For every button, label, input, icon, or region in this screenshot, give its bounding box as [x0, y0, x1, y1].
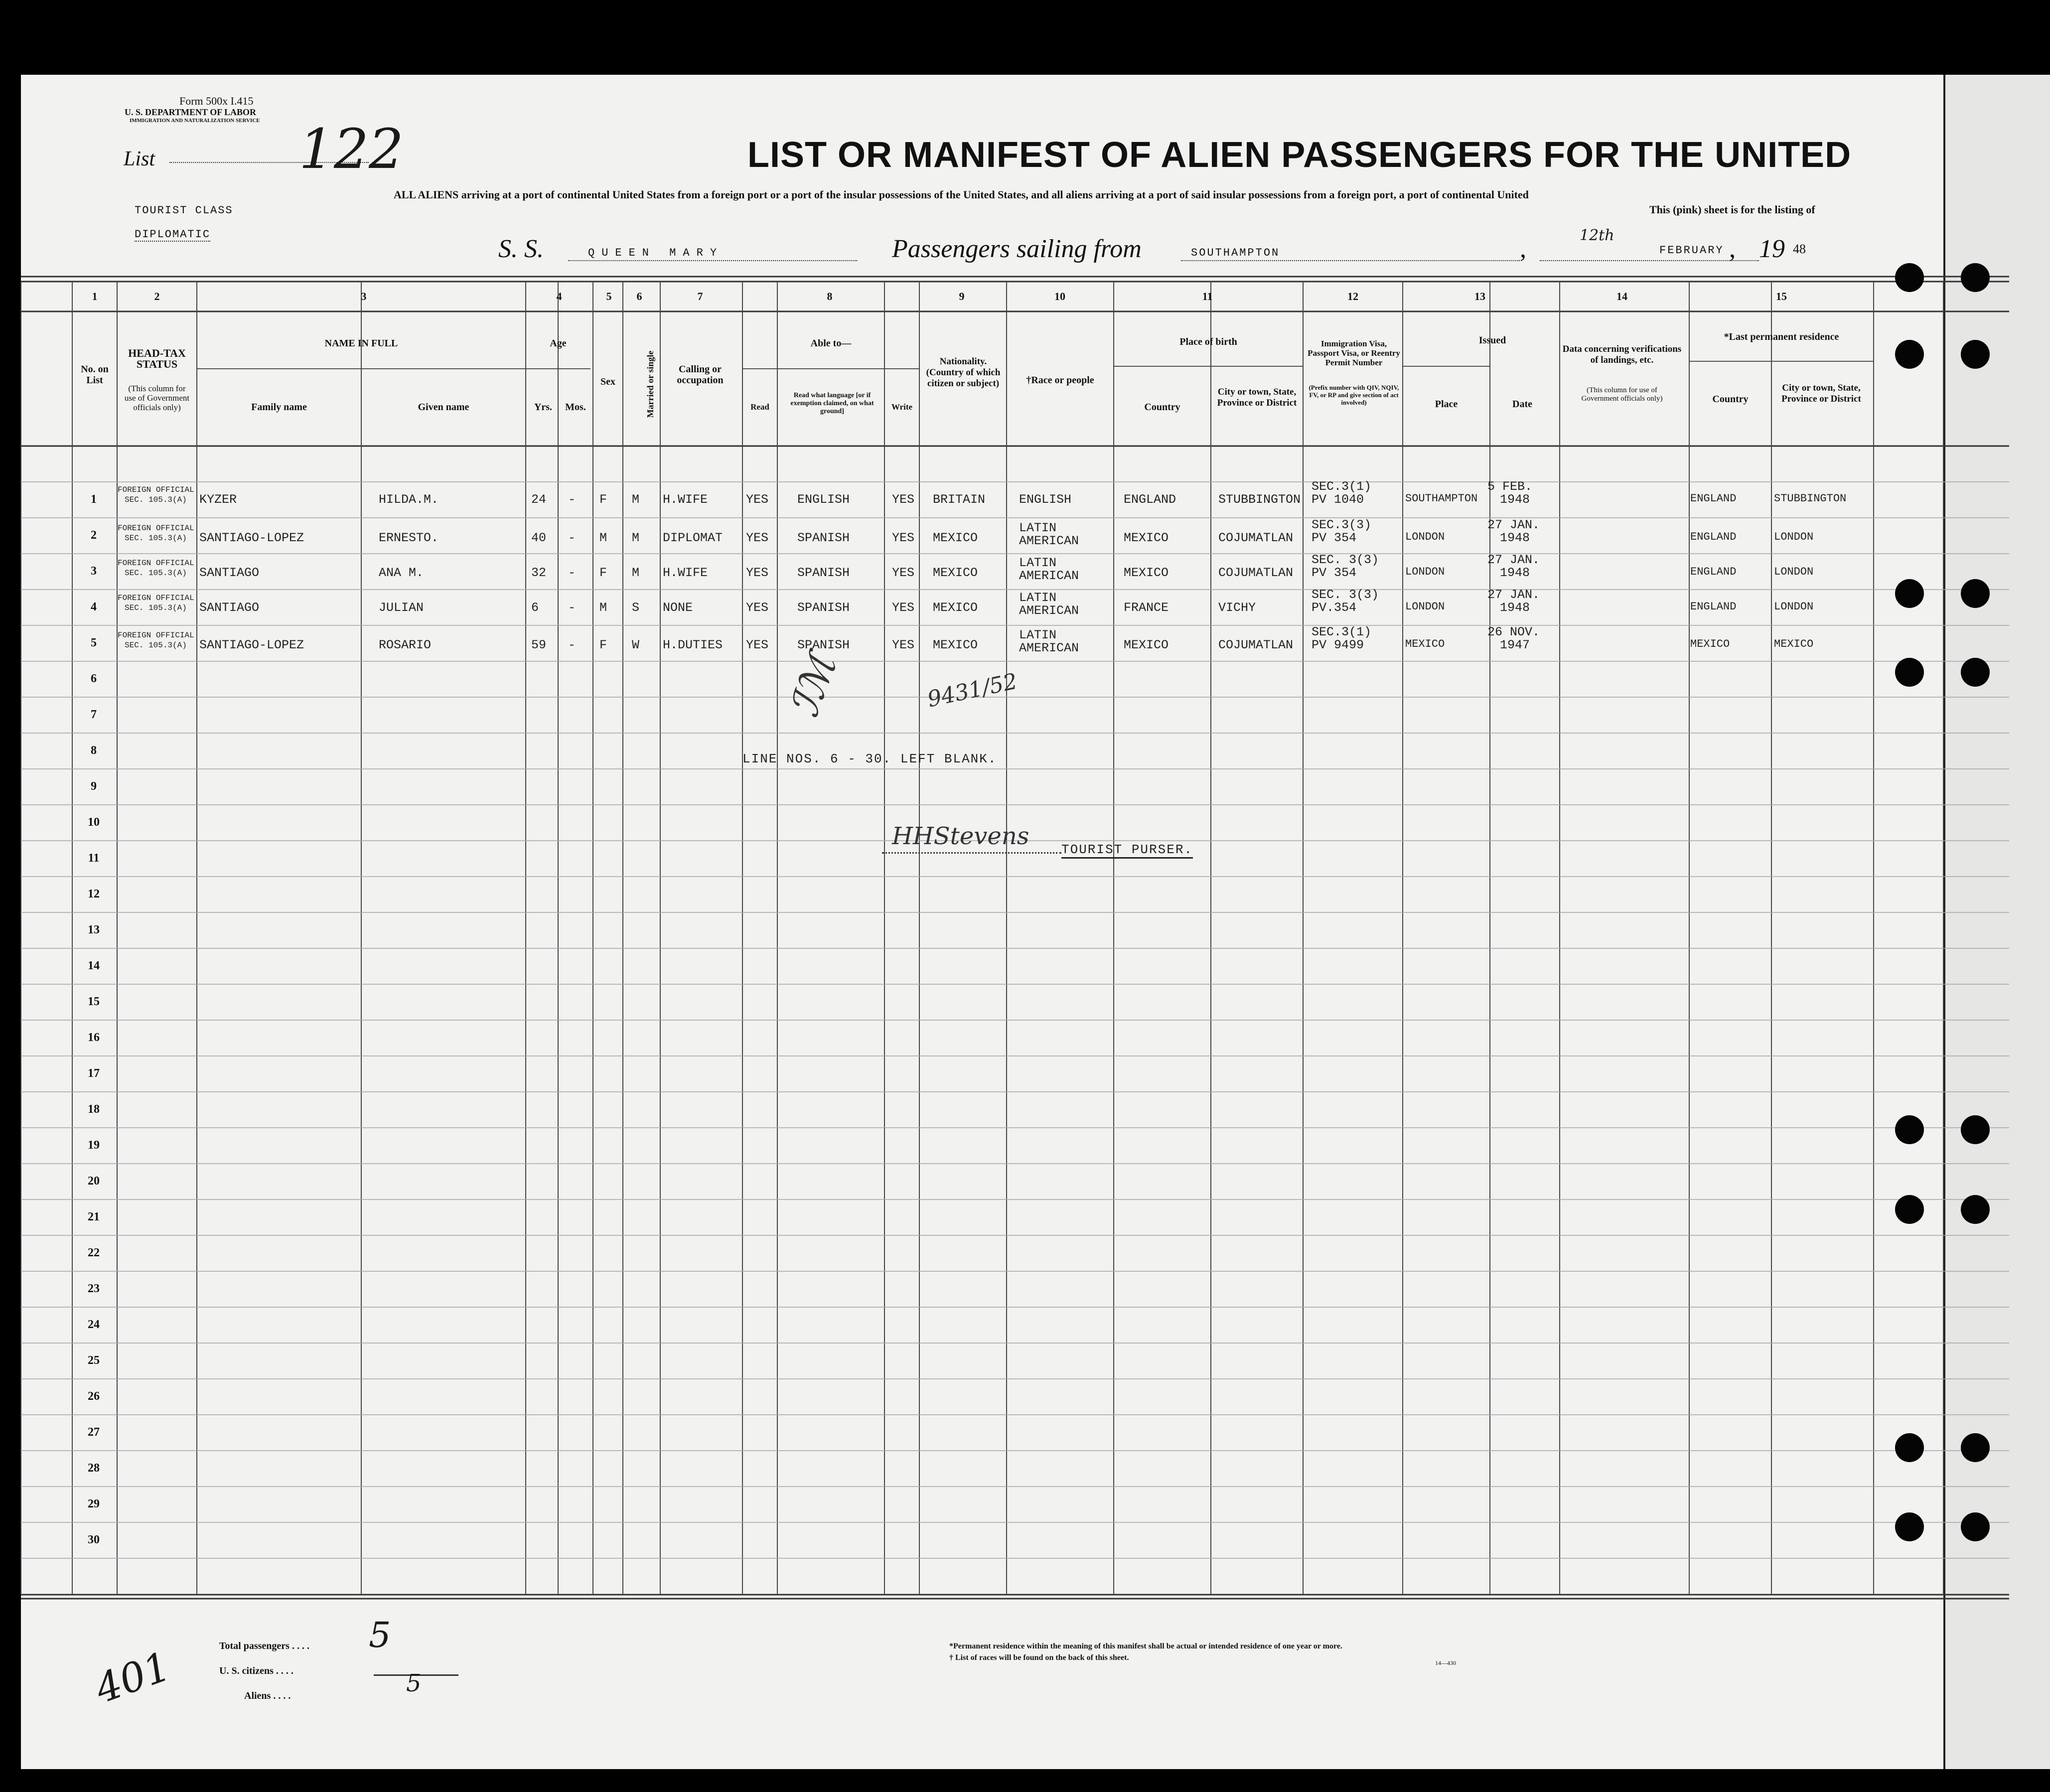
hdr-read: Read	[750, 402, 769, 412]
occupation: H.WIFE	[663, 492, 708, 507]
birth-city: COJUMATLAN	[1218, 531, 1294, 545]
punch-hole	[1961, 579, 1990, 608]
sailing-label: Passengers sailing from	[892, 235, 1142, 263]
margin-note: 401	[89, 1643, 177, 1713]
hdr-birth-city: City or town, State, Province or District	[1217, 387, 1297, 408]
form-code: 14—430	[1435, 1659, 1456, 1666]
residence-city: LONDON	[1774, 566, 1814, 578]
birth-country: MEXICO	[1124, 638, 1169, 652]
list-number: 122	[299, 117, 404, 181]
hdr-nationality: Nationality. (Country of which citizen or subject)	[926, 356, 1001, 389]
hdr-res-country: Country	[1712, 394, 1749, 405]
given-name: ANA M.	[379, 566, 424, 580]
row-number: 26	[88, 1390, 100, 1403]
head-tax-line2: SEC. 105.3(A)	[125, 534, 187, 543]
sailing-port: SOUTHAMPTON	[1191, 247, 1280, 259]
row-number: 1	[91, 493, 97, 506]
hdr-race: †Race or people	[1026, 375, 1094, 386]
page-title: LIST OR MANIFEST OF ALIEN PASSENGERS FOR THE UNITED	[747, 135, 1852, 175]
age-months: -	[568, 492, 576, 507]
column-number: 8	[827, 290, 833, 302]
hdr-birth-country: Country	[1144, 402, 1180, 413]
birth-city: COJUMATLAN	[1218, 566, 1294, 580]
birth-city: COJUMATLAN	[1218, 638, 1294, 652]
issued-date-line2: 1947	[1500, 638, 1530, 652]
hdr-write: Write	[891, 402, 913, 412]
head-tax-line2: SEC. 105.3(A)	[125, 603, 187, 612]
sheet-note: This (pink) sheet is for the listing of	[1649, 203, 1815, 216]
marital-status: M	[632, 492, 640, 507]
can-read: YES	[746, 638, 769, 652]
head-tax-line1: FOREIGN OFFICIAL	[118, 485, 194, 494]
sex: F	[599, 638, 607, 652]
punch-hole	[1895, 579, 1924, 608]
occupation: H.DUTIES	[663, 638, 723, 652]
head-tax-line2: SEC. 105.3(A)	[125, 569, 187, 578]
issued-place: LONDON	[1405, 600, 1445, 613]
family-name: SANTIAGO-LOPEZ	[199, 531, 304, 545]
family-name: KYZER	[199, 492, 237, 507]
ship-prefix: S. S.	[498, 235, 544, 263]
visa-line1: SEC.3(1)	[1312, 479, 1372, 494]
hdr-issued-place: Place	[1435, 399, 1458, 410]
nationality: BRITAIN	[933, 492, 986, 507]
race-line2: AMERICAN	[1019, 603, 1079, 618]
birth-country: MEXICO	[1124, 566, 1169, 580]
punch-hole	[1895, 263, 1924, 292]
marital-status: W	[632, 638, 640, 652]
punch-hole	[1961, 1195, 1990, 1224]
punch-hole	[1895, 1433, 1924, 1462]
subtitle: ALL ALIENS arriving at a port of continental United States from a foreign port or a port of the insular possessions of the United States, and all aliens arriving at a port of said insular possessions from a foreign port, a port of continental United	[394, 188, 1529, 201]
punch-hole	[1895, 1512, 1924, 1541]
hdr-visa: Immigration Visa, Passport Visa, or Reentry Permit Number	[1308, 339, 1400, 367]
purser-title: TOURIST PURSER.	[1061, 842, 1193, 859]
hdr-given-name: Given name	[418, 402, 469, 413]
age-years: 40	[531, 531, 547, 545]
age-years: 6	[531, 600, 539, 615]
age-months: -	[568, 566, 576, 580]
can-write: YES	[892, 566, 915, 580]
age-years: 24	[531, 492, 547, 507]
row-number: 16	[88, 1031, 100, 1044]
row-number: 19	[88, 1139, 100, 1152]
comma2: ,	[1729, 235, 1736, 263]
residence-city: LONDON	[1774, 600, 1814, 613]
hdr-mos: Mos.	[565, 402, 586, 413]
row-number: 7	[91, 708, 97, 721]
column-number: 9	[959, 290, 965, 302]
nationality: MEXICO	[933, 531, 978, 545]
row-number: 10	[88, 816, 100, 829]
row-number: 23	[88, 1282, 100, 1295]
visa-line2: PV 9499	[1312, 638, 1364, 652]
visa-line2: PV 1040	[1312, 492, 1364, 507]
head-tax-line2: SEC. 105.3(A)	[125, 641, 187, 650]
hdr-data-note: (This column for use of Government officials only)	[1581, 386, 1663, 403]
punch-hole	[1895, 1195, 1924, 1224]
nationality: MEXICO	[933, 566, 978, 580]
can-write: YES	[892, 638, 915, 652]
hdr-issued-date: Date	[1512, 399, 1532, 410]
issued-date-line1: 27 JAN.	[1487, 518, 1540, 532]
aliens-label: Aliens . . . .	[244, 1690, 291, 1701]
family-name: SANTIAGO	[199, 600, 260, 615]
row-number: 21	[88, 1210, 100, 1223]
hdr-data-concerning: Data concerning verifications of landings, etc.	[1562, 344, 1682, 365]
can-write: YES	[892, 531, 915, 545]
punch-hole	[1895, 658, 1924, 687]
age-months: -	[568, 600, 576, 615]
hdr-res-city: City or town, State, Province or District	[1781, 383, 1861, 404]
column-number: 1	[92, 290, 98, 302]
row-number: 24	[88, 1318, 100, 1331]
issued-date-line2: 1948	[1500, 531, 1530, 545]
issued-place: LONDON	[1405, 566, 1445, 578]
row-number: 17	[88, 1067, 100, 1080]
read-language: SPANISH	[797, 531, 850, 545]
row-number: 30	[88, 1533, 100, 1546]
column-number: 6	[636, 290, 642, 302]
row-number: 15	[88, 995, 100, 1008]
footnote-races: † List of races will be found on the back of this sheet.	[949, 1653, 1129, 1662]
issued-date-line1: 26 NOV.	[1487, 625, 1540, 639]
race-line1: LATIN	[1019, 521, 1057, 535]
column-number: 4	[556, 290, 562, 302]
column-number: 5	[606, 290, 612, 302]
row-number: 6	[91, 672, 97, 685]
hdr-place-of-birth: Place of birth	[1179, 336, 1237, 347]
service: IMMIGRATION AND NATURALIZATION SERVICE	[130, 118, 260, 124]
sex: M	[599, 600, 607, 615]
residence-city: LONDON	[1774, 531, 1814, 543]
nationality: MEXICO	[933, 600, 978, 615]
family-name: SANTIAGO-LOPEZ	[199, 638, 304, 652]
given-name: ROSARIO	[379, 638, 432, 652]
residence-city: STUBBINGTON	[1774, 492, 1847, 505]
marital-status: M	[632, 531, 640, 545]
us-citizens-label: U. S. citizens . . . .	[219, 1665, 293, 1676]
row-number: 29	[88, 1497, 100, 1510]
hdr-issued: Issued	[1478, 335, 1506, 346]
row-number: 18	[88, 1103, 100, 1116]
row-number: 28	[88, 1462, 100, 1475]
class-label-diplomatic: DIPLOMATIC	[135, 228, 211, 241]
handwritten-initials: ℐℳ	[780, 649, 846, 723]
row-number: 22	[88, 1246, 100, 1259]
issued-place: LONDON	[1405, 531, 1445, 543]
family-name: SANTIAGO	[199, 566, 260, 580]
read-language: ENGLISH	[797, 492, 850, 507]
column-number: 15	[1776, 290, 1787, 302]
head-tax-line1: FOREIGN OFFICIAL	[118, 631, 194, 640]
hdr-calling: Calling or occupation	[677, 364, 724, 386]
list-label: List	[124, 148, 155, 170]
visa-line2: PV 354	[1312, 531, 1357, 545]
comma: ,	[1520, 235, 1526, 263]
column-number: 3	[361, 290, 367, 302]
head-tax-line1: FOREIGN OFFICIAL	[118, 594, 194, 602]
hdr-yrs: Yrs.	[534, 402, 553, 413]
ship-name: QUEEN MARY	[588, 247, 724, 259]
can-write: YES	[892, 600, 915, 615]
can-read: YES	[746, 566, 769, 580]
read-language: SPANISH	[797, 566, 850, 580]
age-months: -	[568, 638, 576, 652]
purser-dots	[882, 852, 1061, 854]
marital-status: S	[632, 600, 640, 615]
can-read: YES	[746, 531, 769, 545]
sex: F	[599, 566, 607, 580]
residence-country: ENGLAND	[1690, 531, 1737, 543]
head-tax-line1: FOREIGN OFFICIAL	[118, 559, 194, 568]
head-tax-line1: FOREIGN OFFICIAL	[118, 524, 194, 533]
punch-hole	[1961, 658, 1990, 687]
occupation: H.WIFE	[663, 566, 708, 580]
residence-country: ENGLAND	[1690, 492, 1737, 505]
row-number: 5	[91, 636, 97, 649]
residence-country: ENGLAND	[1690, 566, 1737, 578]
residence-city: MEXICO	[1774, 638, 1814, 650]
issued-date-line2: 1948	[1500, 600, 1530, 615]
head-tax-line2: SEC. 105.3(A)	[125, 495, 187, 504]
issued-date-line1: 27 JAN.	[1487, 553, 1540, 567]
hdr-married: Married or single	[645, 350, 655, 418]
column-number: 11	[1202, 290, 1213, 302]
row-number: 14	[88, 959, 100, 972]
class-label-tourist: TOURIST CLASS	[135, 204, 233, 217]
occupation: DIPLOMAT	[663, 531, 723, 545]
punch-hole	[1961, 340, 1990, 369]
race-line2: AMERICAN	[1019, 641, 1079, 655]
row-number: 13	[88, 923, 100, 936]
issued-date-line2: 1948	[1500, 566, 1530, 580]
issued-date-line2: 1948	[1500, 492, 1530, 507]
hdr-name-in-full: NAME IN FULL	[324, 338, 398, 349]
issued-place: SOUTHAMPTON	[1405, 492, 1478, 505]
birth-country: MEXICO	[1124, 531, 1169, 545]
read-language: SPANISH	[797, 600, 850, 615]
column-number: 10	[1054, 290, 1065, 302]
race-line1: LATIN	[1019, 591, 1057, 605]
visa-line1: SEC. 3(3)	[1312, 588, 1379, 602]
punch-hole	[1895, 340, 1924, 369]
race-line1: ENGLISH	[1019, 492, 1072, 507]
column-number: 13	[1474, 290, 1485, 302]
visa-line2: PV.354	[1312, 600, 1357, 615]
hdr-age: Age	[550, 338, 567, 349]
column-number: 12	[1347, 290, 1358, 302]
nationality: MEXICO	[933, 638, 978, 652]
column-number: 2	[154, 290, 160, 302]
row-number: 3	[91, 565, 97, 578]
given-name: ERNESTO.	[379, 531, 439, 545]
race-line2: AMERICAN	[1019, 569, 1079, 583]
column-number: 14	[1616, 290, 1627, 302]
hdr-able-to: Able to—	[810, 338, 852, 349]
issued-date-line1: 27 JAN.	[1487, 588, 1540, 602]
punch-hole	[1961, 1433, 1990, 1462]
total-passengers-label: Total passengers . . . .	[219, 1641, 309, 1651]
age-months: -	[568, 531, 576, 545]
race-line2: AMERICAN	[1019, 534, 1079, 548]
punch-hole	[1961, 1115, 1990, 1144]
row-number: 8	[91, 744, 97, 757]
form-number: Form 500x I.415	[179, 95, 254, 107]
visa-line1: SEC. 3(3)	[1312, 553, 1379, 567]
birth-city: STUBBINGTON	[1218, 492, 1301, 507]
aliens-value: 5	[406, 1669, 422, 1697]
punch-hole	[1961, 263, 1990, 292]
hdr-sex: Sex	[600, 376, 615, 387]
residence-country: ENGLAND	[1690, 600, 1737, 613]
can-read: YES	[746, 492, 769, 507]
row-number: 4	[91, 600, 97, 613]
hdr-last-residence: *Last permanent residence	[1724, 331, 1839, 342]
column-number: 7	[697, 290, 703, 302]
sailing-day: 12th	[1580, 227, 1614, 244]
purser-signature: HHStevens	[892, 822, 1029, 850]
sex: F	[599, 492, 607, 507]
given-name: HILDA.M.	[379, 492, 439, 507]
hdr-head-tax: HEAD-TAX STATUS	[128, 347, 186, 370]
handwritten-note: 9431/52	[925, 668, 1020, 713]
visa-line1: SEC.3(3)	[1312, 518, 1372, 532]
department: U. S. DEPARTMENT OF LABOR	[125, 107, 257, 117]
hdr-read-language: Read what language [or if exemption claimed, on what ground]	[790, 392, 874, 415]
hdr-head-tax-note: (This column for use of Government officials only)	[124, 384, 190, 412]
row-number: 25	[88, 1354, 100, 1367]
punch-hole	[1961, 1512, 1990, 1541]
age-years: 32	[531, 566, 547, 580]
visa-line1: SEC.3(1)	[1312, 625, 1372, 639]
hdr-family-name: Family name	[251, 402, 307, 413]
race-line1: LATIN	[1019, 556, 1057, 570]
given-name: JULIAN	[379, 600, 424, 615]
punch-hole	[1895, 1115, 1924, 1144]
footnote-residence: *Permanent residence within the meaning of this manifest shall be actual or intended residence of one year or more.	[949, 1642, 1342, 1650]
hdr-no-on-list: No. on List	[81, 364, 109, 386]
issued-place: MEXICO	[1405, 638, 1445, 650]
year-prefix: 19	[1759, 235, 1785, 263]
blank-note: LINE NOS. 6 - 30. LEFT BLANK.	[742, 751, 997, 766]
row-number: 11	[88, 852, 100, 865]
sex: M	[599, 531, 607, 545]
total-passengers-value: 5	[369, 1615, 391, 1655]
residence-country: MEXICO	[1690, 638, 1730, 650]
age-years: 59	[531, 638, 547, 652]
sailing-month: FEBRUARY	[1659, 244, 1724, 257]
marital-status: M	[632, 566, 640, 580]
row-number: 2	[91, 529, 97, 542]
read-language: SPANISH	[797, 638, 850, 652]
row-number: 9	[91, 780, 97, 793]
visa-line2: PV 354	[1312, 566, 1357, 580]
birth-country: FRANCE	[1124, 600, 1169, 615]
row-number: 20	[88, 1175, 100, 1188]
occupation: NONE	[663, 600, 693, 615]
birth-country: ENGLAND	[1124, 492, 1176, 507]
race-line1: LATIN	[1019, 628, 1057, 642]
row-number: 27	[88, 1426, 100, 1439]
year-suffix: 48	[1793, 242, 1806, 256]
can-write: YES	[892, 492, 915, 507]
birth-city: VICHY	[1218, 600, 1256, 615]
issued-date-line1: 5 FEB.	[1487, 479, 1533, 494]
row-number: 12	[88, 888, 100, 900]
hdr-visa-note: (Prefix number with QIV, NQIV, FV, or RP and give section of act involved)	[1309, 384, 1399, 406]
can-read: YES	[746, 600, 769, 615]
